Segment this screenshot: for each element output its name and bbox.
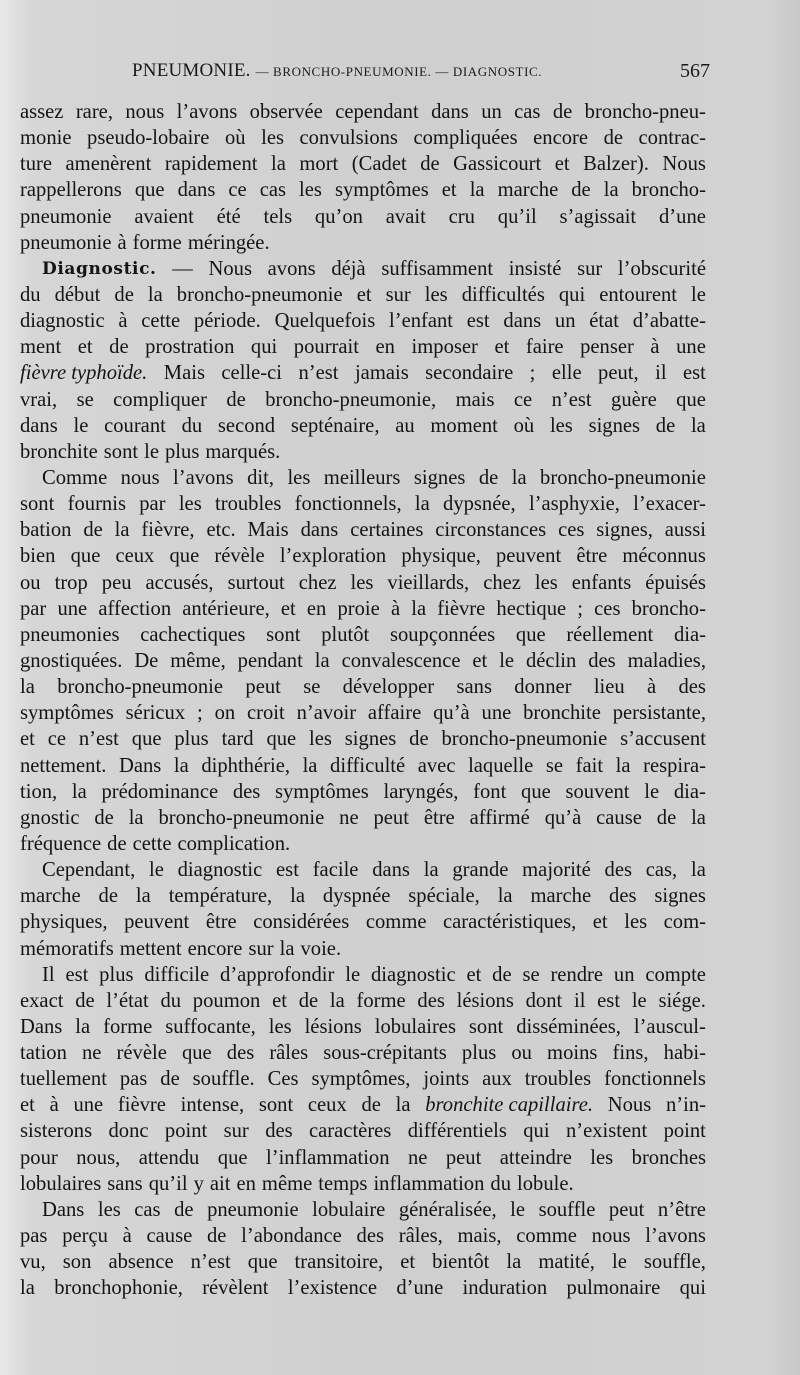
text-line: Comme nous l’avons dit, les meilleurs signes de la broncho-pneumonie	[42, 466, 706, 489]
text-line: rappellerons que dans ce cas les symptômes et la marche de la broncho-	[20, 179, 706, 202]
text-line: Dans la forme suffocante, les lésions lobulaires sont disséminées, l’auscul-	[20, 1015, 706, 1038]
text-line: tation ne révèle que des râles sous-crépitants plus ou moins fins, habi-	[20, 1042, 706, 1065]
text-line: ou trop peu accusés, surtout chez les vieillards, chez les enfants épuisés	[20, 571, 706, 594]
running-title	[132, 60, 542, 82]
text-line: dans le courant du second septénaire, au moment où les signes de la	[20, 414, 706, 437]
text-line: sont fournis par les troubles fonctionnels, la dypsnée, l’asphyxie, l’exacer-	[20, 493, 706, 516]
text-line: tion, la prédominance des symptômes laryngés, font que souvent le dia-	[20, 780, 706, 803]
text-line: et ce n’est que plus tard que les signes de broncho-pneumonie s’accusent	[20, 728, 706, 751]
text-line: bien que ceux que révèle l’exploration physique, peuvent être méconnus	[20, 545, 706, 568]
text-line: Cependant, le diagnostic est facile dans la grande majorité des cas, la	[42, 859, 706, 882]
text-line: gnostic de la broncho-pneumonie ne peut être affirmé qu’à cause de la	[20, 806, 706, 829]
text-line: et à une fièvre intense, sont ceux de la bronchite capillaire. Nous n’in-	[20, 1094, 706, 1117]
text-line: gnostiquées. De même, pendant la convalescence et le déclin des maladies,	[20, 649, 706, 672]
running-title-sub: — BRONCHO-PNEUMONIE. — DIAGNOSTIC.	[255, 64, 543, 79]
text-line: mémoratifs mettent encore sur la voie.	[20, 937, 342, 960]
text-line: vu, son absence n’est que transitoire, et bientôt la matité, le souffle,	[20, 1251, 706, 1274]
text-line: diagnostic à cette période. Quelquefois l’enfant est dans un état d’abatte-	[20, 310, 706, 333]
text-line: du début de la broncho-pneumonie et sur les difficultés qui entourent le	[20, 283, 706, 306]
text-line: la bronchophonie, révèlent l’existence d’une induration pulmonaire qui	[20, 1277, 706, 1300]
text-line: sisterons donc point sur des caractères différentiels qui n’existent point	[20, 1120, 706, 1143]
text-line: marche de la température, la dyspnée spéciale, la marche des signes	[20, 885, 706, 908]
text-line: Diagnostic. — Nous avons déjà suffisamment insisté sur l’obscurité	[42, 257, 706, 280]
text-line: nettement. Dans la diphthérie, la difficulté avec laquelle se fait la respira-	[20, 754, 706, 777]
text-line: bation de la fièvre, etc. Mais dans certaines circonstances ces signes, aussi	[20, 519, 706, 542]
page-number: 567	[680, 60, 710, 82]
text-line: tuellement pas de souffle. Ces symptômes, joints aux troubles fonctionnels	[20, 1068, 706, 1091]
text-line: monie pseudo-lobaire où les convulsions compliquées encore de contrac-	[20, 127, 706, 150]
text-line: pour nous, attendu que l’inflammation ne peut atteindre les bronches	[20, 1146, 706, 1169]
text-line: ment et de prostration qui pourrait en imposer et faire penser à une	[20, 336, 706, 359]
text-line: assez rare, nous l’avons observée cependant dans un cas de broncho-pneu-	[20, 101, 706, 123]
text-line: vrai, se compliquer de broncho-pneumonie, mais ce n’est guère que	[20, 388, 706, 411]
text-line: pneumonies cachectiques sont plutôt soupçonnées que réellement dia-	[20, 623, 706, 646]
text-line: Dans les cas de pneumonie lobulaire généralisée, le souffle peut n’être	[42, 1198, 706, 1221]
text-line: fréquence de cette complication.	[20, 832, 291, 855]
text-line: exact de l’état du poumon et de la forme des lésions dont il est le siége.	[20, 989, 706, 1012]
text-line: Il est plus difficile d’approfondir le diagnostic et de se rendre un compte	[42, 963, 706, 986]
running-title-main: PNEUMONIE.	[132, 60, 251, 81]
text-line: symptômes séricux ; on croit n’avoir affaire qu’à une bronchite persistante,	[20, 702, 706, 725]
text-line: ture amenèrent rapidement la mort (Cadet de Gassicourt et Balzer). Nous	[20, 153, 706, 176]
text-line: physiques, peuvent être considérées comme caractéristiques, et les com-	[20, 911, 706, 934]
body-text	[20, 99, 706, 1301]
text-line: fièvre typhoïde. Mais celle-ci n’est jamais secondaire ; elle peut, il est	[20, 362, 706, 385]
running-header	[20, 60, 710, 90]
text-line: lobulaires sans qu’il y ait en même temps inflammation du lobule.	[20, 1172, 574, 1195]
text-line: la broncho-pneumonie peut se développer sans donner lieu à des	[20, 676, 706, 699]
text-line: pneumonie à forme méringée.	[20, 231, 270, 254]
text-line: pneumonie avaient été tels qu’on avait cru qu’il s’agissait d’une	[20, 205, 706, 228]
text-line: par une affection antérieure, et en proie à la fièvre hectique ; ces broncho-	[20, 597, 706, 620]
text-line: pas perçu à cause de l’abondance des râles, mais, comme nous l’avons	[20, 1225, 706, 1248]
text-line: bronchite sont le plus marqués.	[20, 440, 281, 463]
